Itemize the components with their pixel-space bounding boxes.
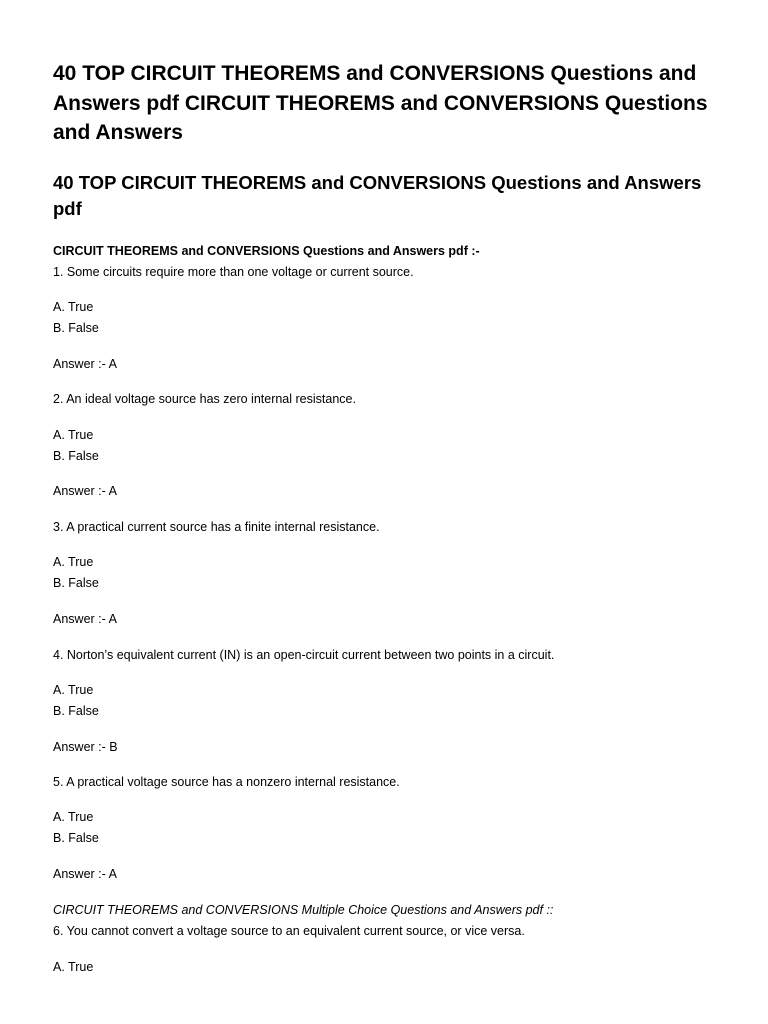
answer-text: Answer :- A <box>53 867 117 881</box>
option-a: A. True <box>53 683 94 697</box>
answer-text: Answer :- A <box>53 357 117 371</box>
answer-text: Answer :- A <box>53 612 117 626</box>
question-text: 2. An ideal voltage source has zero internal resistance. <box>53 392 356 406</box>
section-heading: CIRCUIT THEOREMS and CONVERSIONS Questions and Answers pdf :- <box>53 244 480 258</box>
question-text: 4. Norton’s equivalent current (IN) is an open-circuit current between two points in a circuit. <box>53 648 555 662</box>
option-b: B. False <box>53 576 99 590</box>
option-a: A. True <box>53 960 94 974</box>
answer-text: Answer :- B <box>53 740 118 754</box>
option-a: A. True <box>53 810 94 824</box>
option-b: B. False <box>53 321 99 335</box>
page-subtitle: 40 TOP CIRCUIT THEOREMS and CONVERSIONS Questions and Answers pdf <box>53 172 702 219</box>
mcq-heading: CIRCUIT THEOREMS and CONVERSIONS Multiple Choice Questions and Answers pdf :: <box>53 903 554 917</box>
option-b: B. False <box>53 704 99 718</box>
question-text: 6. You cannot convert a voltage source to an equivalent current source, or vice versa. <box>53 924 525 938</box>
question-text: 3. A practical current source has a finite internal resistance. <box>53 520 380 534</box>
option-a: A. True <box>53 555 94 569</box>
question-text: 1. Some circuits require more than one voltage or current source. <box>53 265 414 279</box>
page-title: 40 TOP CIRCUIT THEOREMS and CONVERSIONS Questions and Answers pdf CIRCUIT THEOREMS and CONVERSIONS Questions and Answers <box>53 62 708 144</box>
option-a: A. True <box>53 428 94 442</box>
option-b: B. False <box>53 449 99 463</box>
option-b: B. False <box>53 831 99 845</box>
answer-text: Answer :- A <box>53 484 117 498</box>
option-a: A. True <box>53 300 94 314</box>
question-text: 5. A practical voltage source has a nonzero internal resistance. <box>53 775 400 789</box>
